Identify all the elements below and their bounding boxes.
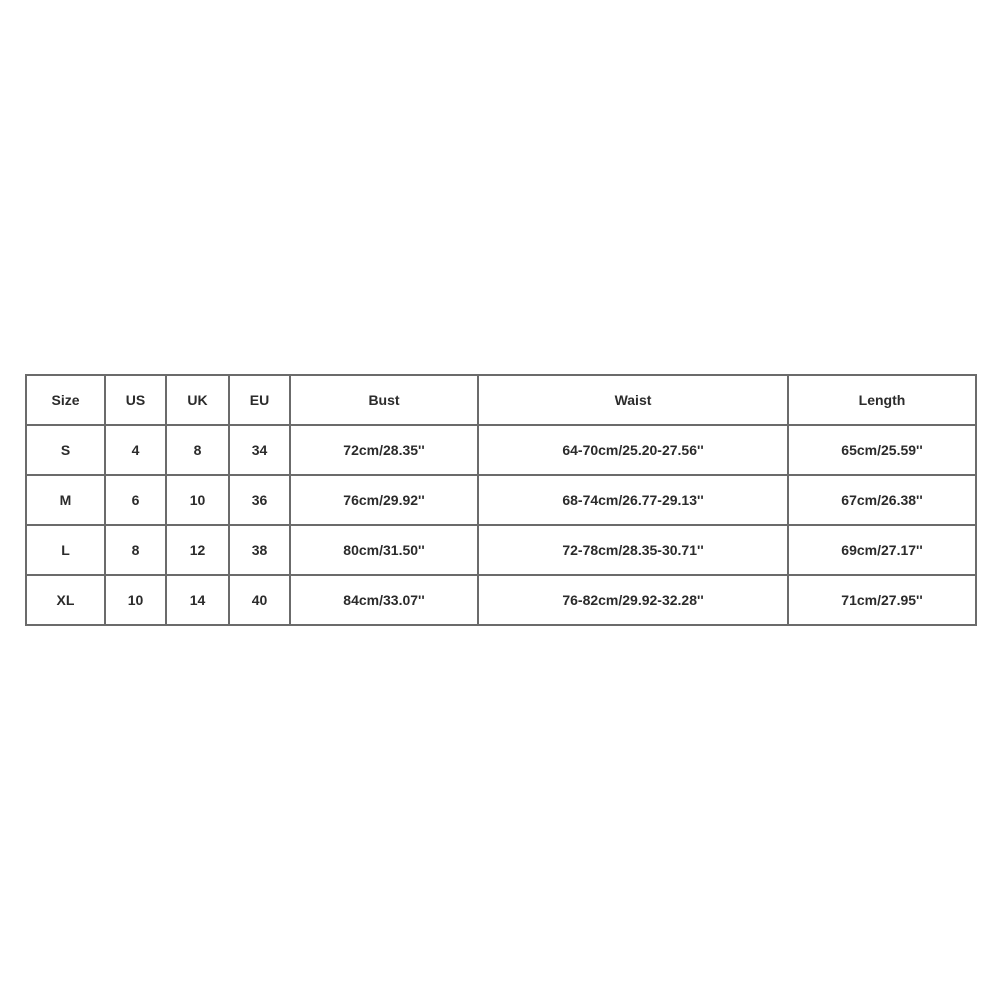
table-header-row [26,375,976,425]
size-chart-table [25,374,977,626]
table-row [26,475,976,525]
cell-eu: 38 [229,525,290,575]
table-row [26,525,976,575]
cell-size: M [26,475,105,525]
cell-us: 10 [105,575,166,625]
cell-uk: 12 [166,525,229,575]
cell-uk: 14 [166,575,229,625]
cell-bust: 72cm/28.35'' [290,425,478,475]
header-us: US [105,375,166,425]
header-length: Length [788,375,976,425]
cell-waist: 64-70cm/25.20-27.56'' [478,425,788,475]
header-eu: EU [229,375,290,425]
cell-bust: 76cm/29.92'' [290,475,478,525]
cell-length: 67cm/26.38'' [788,475,976,525]
cell-length: 65cm/25.59'' [788,425,976,475]
cell-length: 71cm/27.95'' [788,575,976,625]
cell-length: 69cm/27.17'' [788,525,976,575]
header-size: Size [26,375,105,425]
header-uk: UK [166,375,229,425]
cell-waist: 72-78cm/28.35-30.71'' [478,525,788,575]
cell-bust: 84cm/33.07'' [290,575,478,625]
cell-eu: 36 [229,475,290,525]
cell-size: XL [26,575,105,625]
cell-us: 4 [105,425,166,475]
cell-uk: 8 [166,425,229,475]
cell-waist: 76-82cm/29.92-32.28'' [478,575,788,625]
cell-eu: 34 [229,425,290,475]
cell-eu: 40 [229,575,290,625]
cell-us: 6 [105,475,166,525]
cell-size: S [26,425,105,475]
header-waist: Waist [478,375,788,425]
table-row [26,575,976,625]
header-bust: Bust [290,375,478,425]
cell-waist: 68-74cm/26.77-29.13'' [478,475,788,525]
table-row [26,425,976,475]
cell-bust: 80cm/31.50'' [290,525,478,575]
cell-us: 8 [105,525,166,575]
cell-uk: 10 [166,475,229,525]
cell-size: L [26,525,105,575]
